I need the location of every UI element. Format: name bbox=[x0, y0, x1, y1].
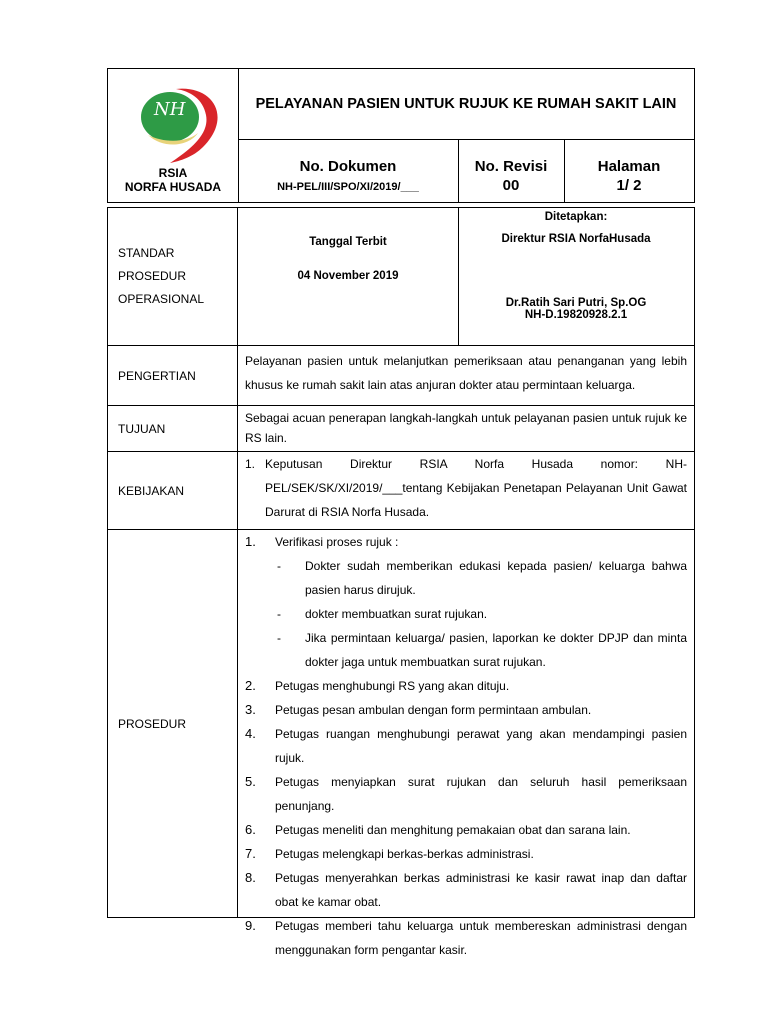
pengertian-text: Pelayanan pasien untuk melanjutkan pemeriksaan atau penanganan yang lebih khusus ke rumah sakit lain atas anjuran dokter atau permintaan keluarga. bbox=[245, 354, 687, 392]
prosedur-row bbox=[108, 530, 694, 957]
sop-label-line-1: STANDAR bbox=[118, 246, 175, 260]
org-name: NORFA HUSADA bbox=[124, 180, 222, 194]
sop-label-line-3: OPERASIONAL bbox=[118, 292, 205, 306]
sop-row bbox=[108, 208, 694, 346]
issue-date-cell bbox=[238, 208, 459, 345]
sub-item-text: Dokter sudah memberikan edukasi kepada pasien/ keluarga bahwa pasien harus dirujuk. bbox=[305, 559, 687, 597]
step-number: 8. bbox=[245, 870, 256, 885]
sop-label-cell bbox=[108, 208, 238, 345]
revision-cell bbox=[458, 139, 565, 202]
hospital-logo bbox=[118, 77, 228, 165]
page-value: 1/ 2 bbox=[616, 177, 642, 194]
issue-date-value: 04 November 2019 bbox=[297, 270, 399, 282]
approval-by: Direktur RSIA NorfaHusada bbox=[501, 233, 651, 245]
org-short: RSIA bbox=[158, 166, 188, 180]
prosedur-step bbox=[245, 842, 687, 866]
approval-cell bbox=[458, 208, 694, 345]
kebijakan-row bbox=[108, 452, 694, 530]
step-number: 4. bbox=[245, 726, 256, 741]
page-label: Halaman bbox=[597, 158, 661, 175]
revision-label: No. Revisi bbox=[474, 158, 548, 175]
step-text: Petugas ruangan menghubungi perawat yang akan mendampingi pasien rujuk. bbox=[275, 727, 687, 765]
prosedur-step bbox=[245, 770, 687, 818]
step-number: 9. bbox=[245, 918, 256, 933]
prosedur-step bbox=[245, 674, 687, 698]
step-text: Petugas melengkapi berkas-berkas administrasi. bbox=[275, 847, 534, 861]
approval-label: Ditetapkan: bbox=[544, 211, 608, 223]
document-header bbox=[107, 68, 695, 203]
kebijakan-label: KEBIJAKAN bbox=[108, 452, 238, 529]
step-text: Verifikasi proses rujuk : bbox=[275, 535, 399, 549]
pengertian-row bbox=[108, 346, 694, 406]
dash-bullet: - bbox=[277, 607, 281, 621]
logo-cell bbox=[108, 69, 239, 202]
step-number: 5. bbox=[245, 774, 256, 789]
step-text: Petugas meneliti dan menghitung pemakaian obat dan sarana lain. bbox=[275, 823, 631, 837]
sub-item-text: Jika permintaan keluarga/ pasien, laporkan ke dokter DPJP dan minta dokter jaga untuk membuatkan surat rujukan. bbox=[305, 631, 687, 669]
doc-number-label: No. Dokumen bbox=[299, 158, 397, 175]
prosedur-label: PROSEDUR bbox=[108, 530, 238, 917]
tujuan-text: Sebagai acuan penerapan langkah-langkah untuk pelayanan pasien untuk rujuk ke RS lain. bbox=[245, 411, 687, 445]
signer-id: NH-D.19820928.2.1 bbox=[524, 309, 628, 321]
prosedur-steps bbox=[245, 530, 687, 962]
signer-name: Dr.Ratih Sari Putri, Sp.OG bbox=[505, 297, 647, 309]
svg-text:NH: NH bbox=[154, 99, 186, 120]
step-number: 7. bbox=[245, 846, 256, 861]
sub-item-text: dokter membuatkan surat rujukan. bbox=[305, 607, 488, 621]
step-sublist bbox=[275, 554, 687, 674]
prosedur-content bbox=[238, 530, 694, 962]
page-cell bbox=[564, 139, 694, 202]
doc-number-value: NH-PEL/III/SPO/XI/2019/___ bbox=[277, 181, 419, 193]
kebijakan-number: 1. bbox=[245, 457, 256, 471]
doc-number-cell bbox=[238, 139, 459, 202]
prosedur-step bbox=[245, 818, 687, 842]
kebijakan-text: Keputusan Direktur RSIA Norfa Husada nomor: NH-PEL/SEK/SK/XI/2019/___tentang Kebijakan Penetapan Pelayanan Unit Gawat Darurat di RSIA Norfa Husada. bbox=[265, 457, 687, 519]
dash-bullet: - bbox=[277, 559, 281, 573]
step-number: 3. bbox=[245, 702, 256, 717]
step-text: Petugas menghubungi RS yang akan dituju. bbox=[275, 679, 510, 693]
tujuan-label: TUJUAN bbox=[108, 406, 238, 451]
prosedur-step bbox=[245, 914, 687, 962]
sop-label-line-2: PROSEDUR bbox=[118, 269, 187, 283]
sub-item bbox=[275, 554, 687, 602]
step-text: Petugas menyiapkan surat rujukan dan seluruh hasil pemeriksaan penunjang. bbox=[275, 775, 687, 813]
prosedur-step bbox=[245, 866, 687, 914]
sub-item bbox=[275, 602, 687, 626]
revision-value: 00 bbox=[502, 177, 520, 194]
issue-date-label: Tanggal Terbit bbox=[309, 236, 387, 248]
document-title: PELAYANAN PASIEN UNTUK RUJUK KE RUMAH SAKIT LAIN bbox=[238, 69, 694, 140]
sub-item bbox=[275, 626, 687, 674]
step-text: Petugas menyerahkan berkas administrasi ke kasir rawat inap dan daftar obat ke kamar obat. bbox=[275, 871, 687, 909]
pengertian-label: PENGERTIAN bbox=[108, 346, 238, 405]
step-number: 2. bbox=[245, 678, 256, 693]
tujuan-row bbox=[108, 406, 694, 452]
sop-table bbox=[107, 207, 695, 957]
step-number: 1. bbox=[245, 534, 256, 549]
dash-bullet: - bbox=[277, 631, 281, 645]
prosedur-step bbox=[245, 530, 687, 674]
step-text: Petugas memberi tahu keluarga untuk membereskan administrasi dengan menggunakan form pengantar kasir. bbox=[275, 919, 687, 957]
step-number: 6. bbox=[245, 822, 256, 837]
step-text: Petugas pesan ambulan dengan form permintaan ambulan. bbox=[275, 703, 592, 717]
kebijakan-content bbox=[238, 452, 694, 524]
prosedur-step bbox=[245, 698, 687, 722]
prosedur-step bbox=[245, 722, 687, 770]
